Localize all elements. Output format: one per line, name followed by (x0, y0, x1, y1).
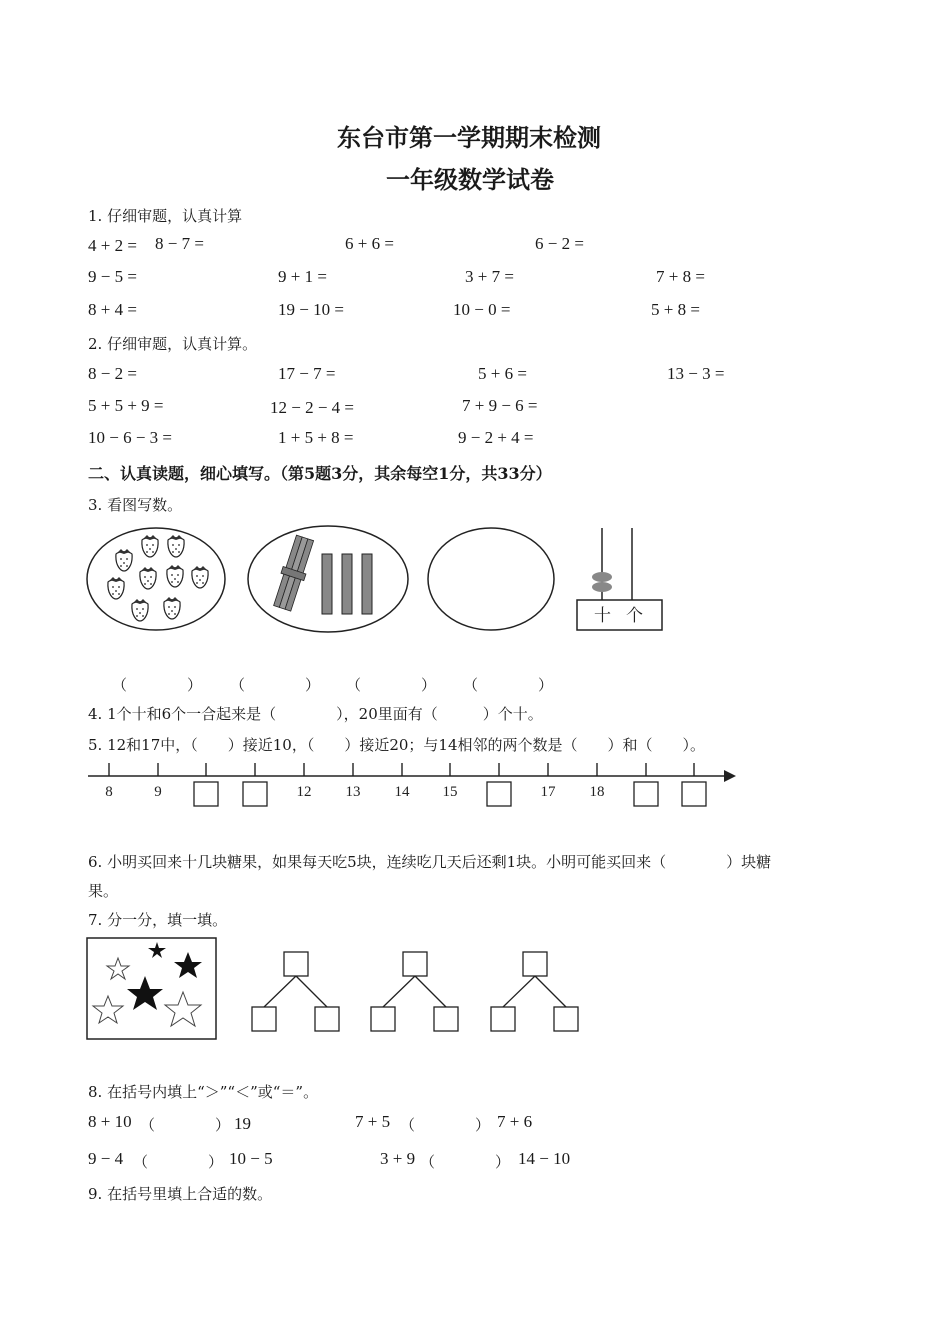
single-stick-icons (322, 554, 372, 614)
q3-answer[interactable]: （ ） (463, 676, 554, 694)
q2-eq: 1 + 5 + 8 = (278, 428, 354, 447)
q9-label: 9. 在括号里填上合适的数。 (88, 1185, 273, 1203)
abacus-icon (577, 528, 662, 630)
q8-right: 19 (234, 1114, 251, 1133)
stars-box (87, 938, 216, 1039)
q2-eq: 12 − 2 − 4 = (270, 398, 355, 417)
q2-eq: 5 + 5 + 9 = (88, 396, 164, 415)
q6-text-cont: 果。 (88, 882, 119, 900)
q2-eq: 13 − 3 = (667, 364, 725, 383)
q2-eq: 9 − 2 + 4 = (458, 428, 534, 447)
tick-label: 17 (540, 784, 556, 800)
number-bond-3 (491, 952, 578, 1031)
q8-paren[interactable]: （ ） (420, 1153, 511, 1171)
q8-paren[interactable]: （ ） (400, 1116, 491, 1134)
q3-answer[interactable]: （ ） (230, 676, 321, 694)
tick-label: 18 (589, 784, 605, 800)
q8-left: 7 + 5 (355, 1112, 391, 1131)
q8-paren[interactable]: （ ） (140, 1116, 231, 1134)
q8-left: 8 + 10 (88, 1112, 132, 1131)
q8-right: 14 − 10 (518, 1149, 571, 1168)
q7-figures (84, 934, 584, 1046)
q1-eq: 6 − 2 = (535, 234, 584, 253)
q3-label: 3. 看图写数。 (88, 496, 183, 514)
tick-label: 15 (442, 784, 458, 800)
q2-eq: 5 + 6 = (478, 364, 527, 383)
q1-label: 1. 仔细审题，认真计算 (88, 207, 243, 225)
q7-label: 7. 分一分，填一填。 (88, 911, 228, 929)
q3-answer[interactable]: （ ） (346, 676, 437, 694)
q8-right: 10 − 5 (229, 1149, 273, 1168)
tick-label: 13 (345, 784, 361, 800)
q1-eq: 7 + 8 = (656, 267, 705, 286)
q1-eq: 6 + 6 = (345, 234, 394, 253)
q1-eq: 10 − 0 = (453, 300, 511, 319)
tick-answer-box (487, 782, 511, 806)
page-title-line1: 东台市第一学期期末检测 (337, 123, 601, 152)
q1-eq: 3 + 7 = (465, 267, 514, 286)
abacus-tens-label: 十 (594, 606, 611, 625)
q2-eq: 10 − 6 − 3 = (88, 428, 173, 447)
q6-text: 6. 小明买回来十几块糖果，如果每天吃5块，连续吃几天后还剩1块。小明可能买回来（ ）块糖 (88, 853, 772, 871)
section-heading: 二、认真读题，细心填写。（第5题3分，其余每空1分，共33分） (88, 464, 552, 483)
q2-eq: 7 + 9 − 6 = (462, 396, 538, 415)
q2-eq: 8 − 2 = (88, 364, 137, 383)
q3-answer[interactable]: （ ） (112, 676, 203, 694)
number-line (80, 758, 750, 814)
tick-label: 12 (296, 784, 312, 800)
q1-eq: 5 + 8 = (651, 300, 700, 319)
tick-answer-box (634, 782, 658, 806)
q8-right: 7 + 6 (497, 1112, 533, 1131)
number-bond-2 (371, 952, 458, 1031)
tick-answer-box (243, 782, 267, 806)
q8-label: 8. 在括号内填上“＞”“＜”或“＝”。 (88, 1083, 319, 1101)
q1-eq: 9 − 5 = (88, 267, 137, 286)
q4-text: 4. 1个十和6个一合起来是（ ），20里面有（ ）个十。 (88, 705, 543, 723)
q2-eq: 17 − 7 = (278, 364, 336, 383)
q1-eq: 19 − 10 = (278, 300, 344, 319)
q3-figures (80, 520, 680, 650)
empty-plate (428, 528, 554, 630)
number-line-ticks (109, 763, 694, 776)
q8-left: 9 − 4 (88, 1149, 124, 1168)
q1-eq: 8 − 7 = (155, 234, 204, 253)
strawberry-icons (108, 535, 208, 621)
q8-left: 3 + 9 (380, 1149, 416, 1168)
q5-text: 5. 12和17中，（ ）接近10，（ ）接近20；与14相邻的两个数是（ ）和（ ）。 (88, 736, 706, 754)
tick-answer-box (194, 782, 218, 806)
tick-label: 9 (154, 784, 162, 800)
q1-eq: 4 + 2 = (88, 236, 137, 255)
q1-eq: 9 + 1 = (278, 267, 327, 286)
bundle-of-ten-icon (271, 534, 317, 612)
abacus-ones-label: 个 (626, 606, 643, 625)
tick-answer-box (682, 782, 706, 806)
number-bond-1 (252, 952, 339, 1031)
q8-paren[interactable]: （ ） (133, 1153, 224, 1171)
q1-eq: 8 + 4 = (88, 300, 137, 319)
q2-label: 2. 仔细审题，认真计算。 (88, 335, 258, 353)
tick-label: 14 (394, 784, 410, 800)
page-title-line2: 一年级数学试卷 (386, 165, 554, 194)
tick-label: 8 (105, 784, 113, 800)
